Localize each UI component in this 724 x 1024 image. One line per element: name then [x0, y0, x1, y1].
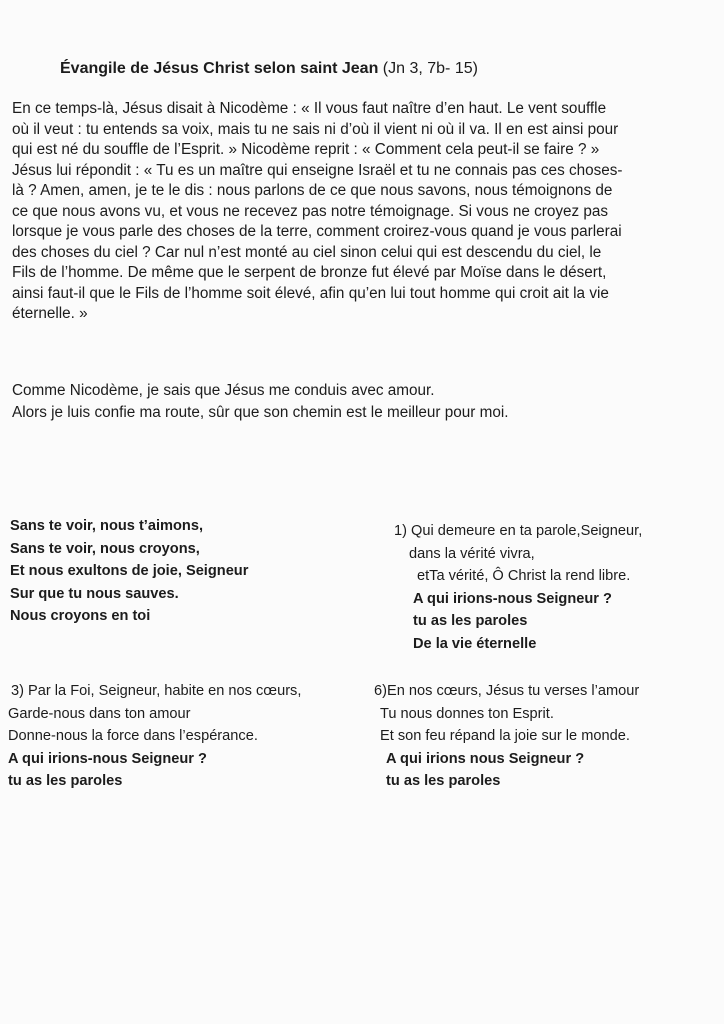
gospel-line: lorsque je vous parle des choses de la terre, comment croirez-vous quand je vous parlerai	[12, 223, 622, 240]
verse-line: 1) Qui demeure en ta parole,Seigneur,	[394, 523, 643, 539]
reflection-line: Alors je luis confie ma route, sûr que son chemin est le meilleur pour moi.	[12, 404, 509, 421]
verse-line: 3) Par la Foi, Seigneur, habite en nos cœurs,	[11, 683, 302, 699]
verse-response-line: A qui irions nous Seigneur ?	[386, 750, 585, 767]
gospel-line: des choses du ciel ? Car nul n’est monté au ciel sinon celui qui est descendu du ciel, le	[12, 243, 602, 261]
verse-line: etTa vérité, Ô Christ la rend libre.	[417, 568, 631, 584]
refrain-line: Sans te voir, nous t’aimons,	[10, 518, 204, 534]
gospel-line: Jésus lui répondit : « Tu es un maître qui enseigne Israël et tu ne connais pas ces choses-	[12, 161, 623, 179]
gospel-line: ce que nous avons vu, et vous ne recevez pas notre témoignage. Si vous ne croyez pas	[12, 202, 609, 220]
verse-response-line: A qui irions-nous Seigneur ?	[413, 590, 612, 607]
verse-response-line: A qui irions-nous Seigneur ?	[8, 750, 207, 767]
reflection-line: Comme Nicodème, je sais que Jésus me conduis avec amour.	[12, 382, 435, 399]
gospel-line: où il veut : tu entends sa voix, mais tu ne sais ni d’où il vient ni où il va. Il en est ainsi pour	[12, 120, 619, 138]
verse-line: 6)En nos cœurs, Jésus tu verses l’amour	[374, 683, 640, 699]
gospel-line: qui est né du souffle de l’Esprit. » Nicodème reprit : « Comment cela peut-il se faire ? »	[12, 141, 600, 158]
verse-response-line: tu as les paroles	[413, 613, 528, 629]
verse-line: Et son feu répand la joie sur le monde.	[380, 728, 630, 744]
verse-line: Garde-nous dans ton amour	[8, 705, 191, 722]
verse-response-line: tu as les paroles	[8, 773, 123, 789]
verse-response-line: De la vie éternelle	[413, 635, 537, 652]
song-verse-3	[8, 680, 301, 793]
verse-line: Tu nous donnes ton Esprit.	[380, 705, 554, 722]
gospel-line: ainsi faut-il que le Fils de l’homme soit élevé, afin qu’en lui tout homme qui croit ait la vie	[12, 284, 609, 302]
gospel-line: En ce temps-là, Jésus disait à Nicodème : « Il vous faut naître d’en haut. Le vent souffle	[12, 100, 607, 117]
gospel-line: là ? Amen, amen, je te le dis : nous parlons de ce que nous savons, nous témoignons de	[12, 182, 613, 199]
song-refrain	[10, 515, 248, 628]
refrain-line: Sur que tu nous sauves.	[10, 585, 179, 602]
gospel-text	[12, 99, 712, 325]
verse-response-line: tu as les paroles	[386, 773, 501, 789]
gospel-reference: (Jn 3, 7b- 15)	[382, 60, 478, 77]
reflection-text	[12, 380, 712, 424]
gospel-line: éternelle. »	[12, 305, 88, 322]
refrain-line: Nous croyons en toi	[10, 608, 151, 624]
refrain-line: Et nous exultons de joie, Seigneur	[10, 563, 249, 579]
refrain-line: Sans te voir, nous croyons,	[10, 540, 200, 557]
verse-line: Donne-nous la force dans l’espérance.	[8, 728, 258, 744]
gospel-title-main: Évangile de Jésus Christ selon saint Jean	[60, 60, 379, 77]
verse-line: dans la vérité vivra,	[409, 545, 535, 562]
gospel-line: Fils de l’homme. De même que le serpent de bronze fut élevé par Moïse dans le désert,	[12, 264, 607, 281]
gospel-title	[60, 58, 478, 80]
song-verse-6	[374, 680, 639, 793]
song-verse-1	[394, 520, 642, 655]
